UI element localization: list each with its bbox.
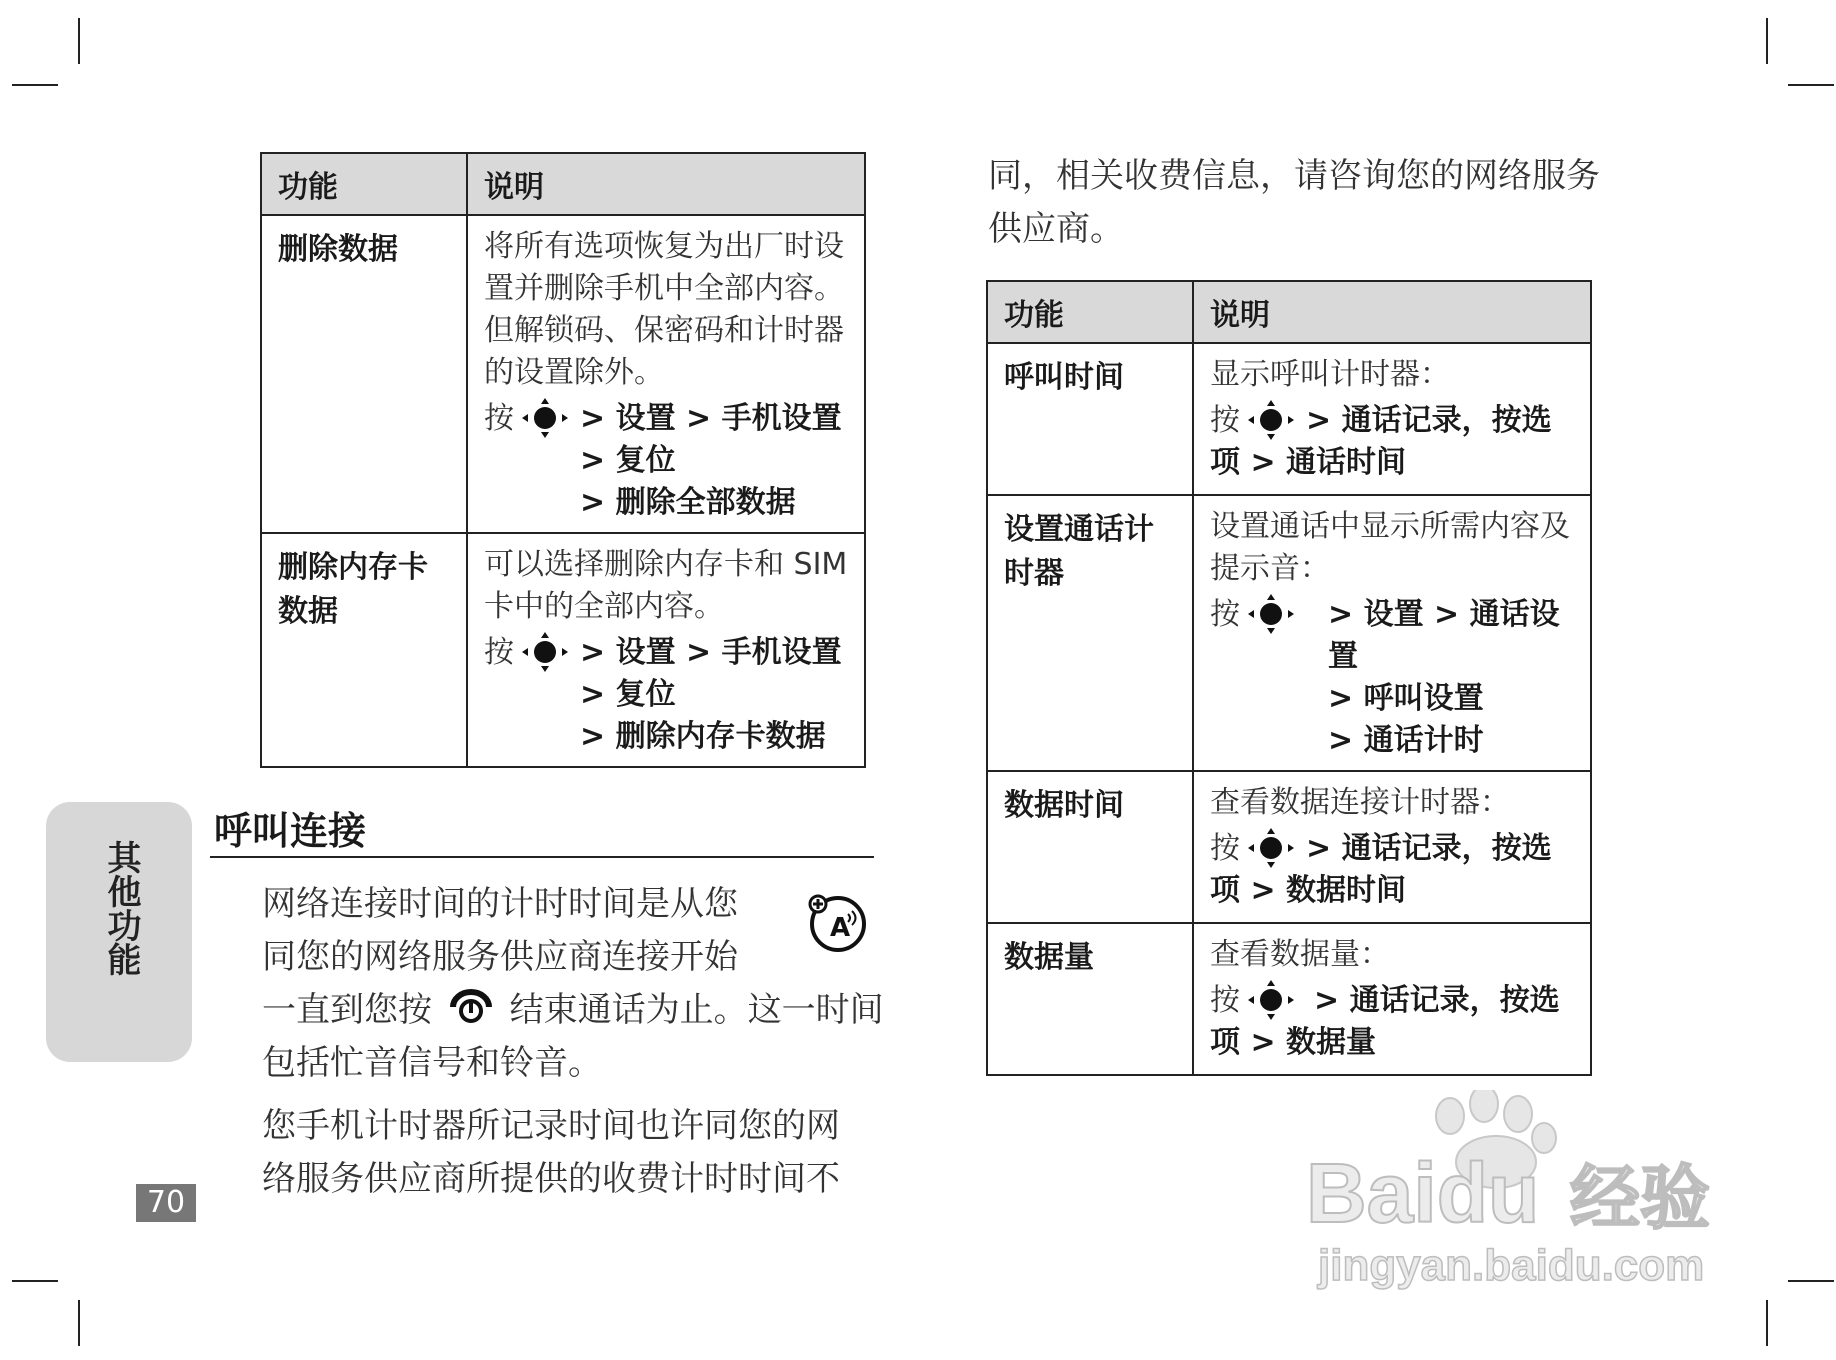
- paragraph-line: 络服务供应商所提供的收费计时时间不: [262, 1159, 840, 1199]
- paragraph-line: 供应商。: [988, 209, 1124, 249]
- crop-mark: [1766, 1300, 1768, 1346]
- left-function-table: [260, 152, 866, 768]
- watermark-brand: Baidu: [1306, 1146, 1540, 1240]
- menu-step: > 删除内存卡数据: [580, 719, 826, 754]
- press-label: 按: [484, 401, 514, 436]
- body-paragraph: [262, 878, 762, 984]
- table-header-feature: 功能: [987, 281, 1193, 343]
- feature-name: 数据量: [987, 923, 1193, 1075]
- press-label: 按: [1210, 983, 1240, 1018]
- menu-step: > 设置 > 手机设置: [580, 635, 842, 670]
- table-row: [987, 495, 1591, 771]
- table-row: [987, 923, 1591, 1075]
- menu-step: > 通话记录，按选: [1306, 831, 1552, 866]
- description-text: 设置通话中显示所需内容及提示音：: [1210, 509, 1570, 586]
- menu-step: > 通话记录，按选: [1314, 983, 1560, 1018]
- menu-path: [1210, 594, 1574, 762]
- baidu-watermark: [1300, 1090, 1740, 1290]
- page-number: 70: [136, 1184, 196, 1222]
- nav-key-icon: [518, 398, 572, 438]
- feature-description: [467, 215, 865, 533]
- watermark-url: jingyan.baidu.com: [1318, 1241, 1705, 1290]
- watermark-brand-cn: 经验: [1570, 1157, 1710, 1239]
- feature-name: 呼叫时间: [987, 343, 1193, 495]
- nav-key-icon: [1244, 594, 1298, 634]
- crop-mark: [78, 1300, 80, 1346]
- end-key-icon: [449, 987, 493, 1027]
- description-text: 可以选择删除内存卡和 SIM 卡中的全部内容。: [484, 547, 848, 624]
- paragraph-text: 结束通话为止。这一时间: [509, 990, 884, 1030]
- description-text: 将所有选项恢复为出厂时设置并删除手机中全部内容。但解锁码、保密码和计时器的设置除外。: [484, 229, 844, 390]
- table-row: [987, 343, 1591, 495]
- table-header-description: 说明: [1193, 281, 1591, 343]
- feature-name: 数据时间: [987, 771, 1193, 923]
- table-row: [261, 533, 865, 767]
- menu-step: > 设置 > 通话设置: [1328, 597, 1560, 674]
- crop-mark: [1788, 1280, 1834, 1282]
- nav-key-icon: [1244, 828, 1298, 868]
- paragraph-line: 同，相关收费信息，请咨询您的网络服务: [988, 156, 1600, 196]
- feature-name: 删除内存卡数据: [261, 533, 467, 767]
- paragraph-line: 包括忙音信号和铃音。: [262, 1043, 602, 1083]
- paragraph-line: 同您的网络服务供应商连接开始: [262, 937, 738, 977]
- menu-step: 项 > 数据量: [1210, 1025, 1377, 1060]
- press-label: 按: [1210, 597, 1240, 632]
- chapter-side-tab: [46, 802, 192, 1062]
- menu-step: 项 > 数据时间: [1210, 873, 1407, 908]
- description-text: 查看数据量：: [1210, 937, 1390, 972]
- crop-mark: [78, 18, 80, 64]
- body-paragraph: [262, 1100, 882, 1206]
- feature-description: [1193, 923, 1591, 1075]
- crop-mark: [1788, 84, 1834, 86]
- menu-step: > 设置 > 手机设置: [580, 401, 842, 436]
- crop-mark: [12, 84, 58, 86]
- table-row: [261, 215, 865, 533]
- menu-path: [484, 632, 848, 758]
- right-function-table: [986, 280, 1592, 1076]
- menu-step: > 删除全部数据: [580, 485, 796, 520]
- feature-description: [467, 533, 865, 767]
- press-label: 按: [1210, 831, 1240, 866]
- press-label: 按: [1210, 403, 1240, 438]
- description-text: 查看数据连接计时器：: [1210, 785, 1510, 820]
- feature-name: 删除数据: [261, 215, 467, 533]
- menu-step: > 呼叫设置: [1328, 681, 1484, 716]
- feature-description: [1193, 771, 1591, 923]
- menu-path: [1210, 980, 1574, 1022]
- menu-step: 项 > 通话时间: [1210, 445, 1407, 480]
- menu-step: > 通话记录，按选: [1306, 403, 1552, 438]
- nav-key-icon: [1244, 980, 1298, 1020]
- nav-key-icon: [518, 632, 572, 672]
- paragraph-line: 您手机计时器所记录时间也许同您的网: [262, 1106, 840, 1146]
- section-title: 呼叫连接: [214, 809, 367, 853]
- paragraph-line: [262, 984, 882, 1037]
- svg-text:A: A: [830, 913, 851, 943]
- body-paragraph: [988, 150, 1628, 256]
- table-header-feature: 功能: [261, 153, 467, 215]
- nav-key-icon: [1244, 400, 1298, 440]
- feature-description: [1193, 495, 1591, 771]
- paragraph-text: 一直到您按: [262, 990, 432, 1030]
- section-divider: [210, 856, 874, 858]
- paragraph-line: 网络连接时间的计时时间是从您: [262, 884, 738, 924]
- crop-mark: [12, 1280, 58, 1282]
- crop-mark: [1766, 18, 1768, 64]
- menu-step: > 通话计时: [1328, 723, 1484, 758]
- press-label: 按: [484, 635, 514, 670]
- description-text: 显示呼叫计时器：: [1210, 357, 1450, 392]
- menu-step: > 复位: [580, 677, 676, 712]
- feature-name: 设置通话计时器: [987, 495, 1193, 771]
- menu-path: [484, 398, 848, 524]
- menu-step: > 复位: [580, 443, 676, 478]
- table-header-description: 说明: [467, 153, 865, 215]
- table-row: [987, 771, 1591, 923]
- menu-path: [1210, 828, 1574, 870]
- network-feature-icon: [804, 890, 868, 954]
- chapter-tab-label: 其他功能: [101, 840, 141, 976]
- menu-path: [1210, 400, 1574, 442]
- body-paragraph: [262, 984, 882, 1090]
- feature-description: [1193, 343, 1591, 495]
